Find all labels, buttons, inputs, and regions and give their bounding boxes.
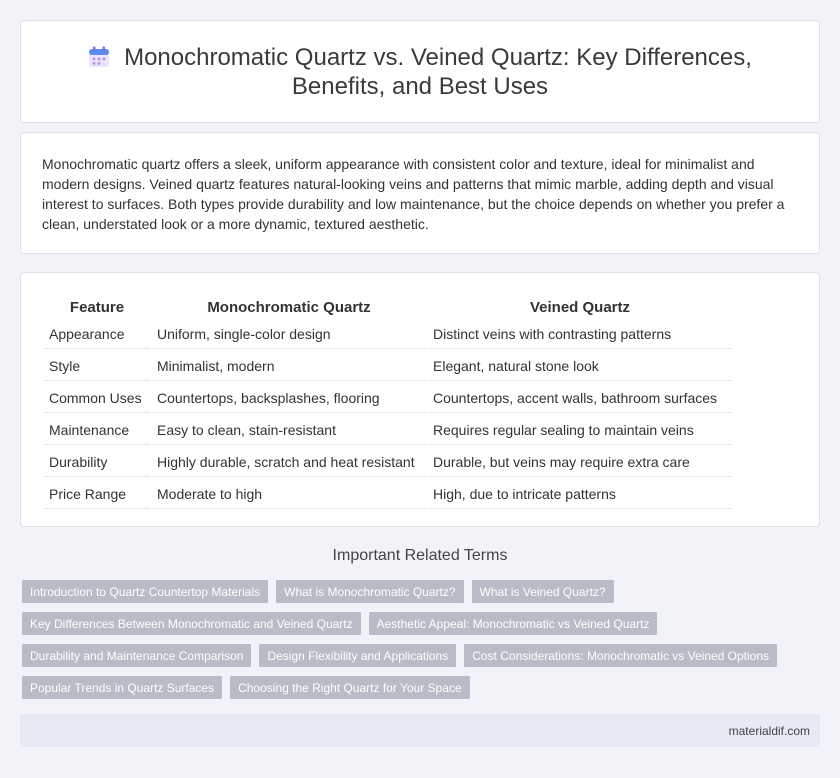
table-cell: Countertops, accent walls, bathroom surfaces xyxy=(428,383,732,413)
table-cell: Appearance xyxy=(44,319,150,349)
intro-paragraph: Monochromatic quartz offers a sleek, uniform appearance with consistent color and texture, ideal for minimalist and modern designs. Veined quartz features natural-looking veins and patterns that mimic marble, adding depth and visual interest to surfaces. Both types provide durability and low maintenance, but the choice depends on whether you prefer a clean, understated look or a more dynamic, textured aesthetic. xyxy=(42,156,785,232)
header-monochromatic: Monochromatic Quartz xyxy=(207,299,371,316)
site-name[interactable]: materialdif.com xyxy=(728,724,810,738)
related-terms-list xyxy=(22,580,822,708)
table-row xyxy=(44,479,732,509)
comparison-card xyxy=(20,272,820,527)
table-cell: Price Range xyxy=(44,479,150,509)
table-cell: Style xyxy=(44,351,150,381)
table-cell: Minimalist, modern xyxy=(152,351,426,381)
table-cell: Uniform, single-color design xyxy=(152,319,426,349)
table-cell: Moderate to high xyxy=(152,479,426,509)
intro-card xyxy=(20,132,820,254)
related-tag[interactable]: Popular Trends in Quartz Surfaces xyxy=(22,676,222,699)
table-row xyxy=(44,383,732,413)
title-line-2: Benefits, and Best Uses xyxy=(291,73,549,100)
related-tag[interactable]: Aesthetic Appeal: Monochromatic vs Veined Quartz xyxy=(369,612,658,635)
title-line-1: Monochromatic Quartz vs. Veined Quartz: Key Differences, xyxy=(124,44,752,71)
table-cell: Common Uses xyxy=(44,383,150,413)
related-tag[interactable]: Cost Considerations: Monochromatic vs Veined Options xyxy=(464,644,777,667)
table-cell: Durable, but veins may require extra care xyxy=(428,447,732,477)
table-cell: Countertops, backsplashes, flooring xyxy=(152,383,426,413)
table-header-row xyxy=(44,297,732,317)
table-cell: Elegant, natural stone look xyxy=(428,351,732,381)
table-row xyxy=(44,415,732,445)
related-tag[interactable]: What is Veined Quartz? xyxy=(472,580,614,603)
calendar-icon xyxy=(88,46,110,68)
table-cell: Highly durable, scratch and heat resistant xyxy=(152,447,426,477)
table-row xyxy=(44,351,732,381)
related-tag[interactable]: Introduction to Quartz Countertop Materials xyxy=(22,580,268,603)
table-cell: Durability xyxy=(44,447,150,477)
related-tag[interactable]: Key Differences Between Monochromatic and Veined Quartz xyxy=(22,612,361,635)
table-cell: Maintenance xyxy=(44,415,150,445)
related-tag[interactable]: Choosing the Right Quartz for Your Space xyxy=(230,676,469,699)
related-tag[interactable]: Durability and Maintenance Comparison xyxy=(22,644,251,667)
table-cell: Requires regular sealing to maintain veins xyxy=(428,415,732,445)
table-row xyxy=(44,319,732,349)
table-cell: Easy to clean, stain-resistant xyxy=(152,415,426,445)
page-title xyxy=(21,43,819,101)
related-terms-heading: Important Related Terms xyxy=(332,547,508,564)
header-card xyxy=(20,20,820,123)
comparison-table xyxy=(42,295,734,511)
table-cell: Distinct veins with contrasting patterns xyxy=(428,319,732,349)
header-feature: Feature xyxy=(69,299,125,316)
table-cell: High, due to intricate patterns xyxy=(428,479,732,509)
related-tag[interactable]: Design Flexibility and Applications xyxy=(259,644,456,667)
related-tag[interactable]: What is Monochromatic Quartz? xyxy=(276,580,463,603)
header-veined: Veined Quartz xyxy=(529,299,631,316)
footer-bar xyxy=(20,714,820,747)
table-row xyxy=(44,447,732,477)
